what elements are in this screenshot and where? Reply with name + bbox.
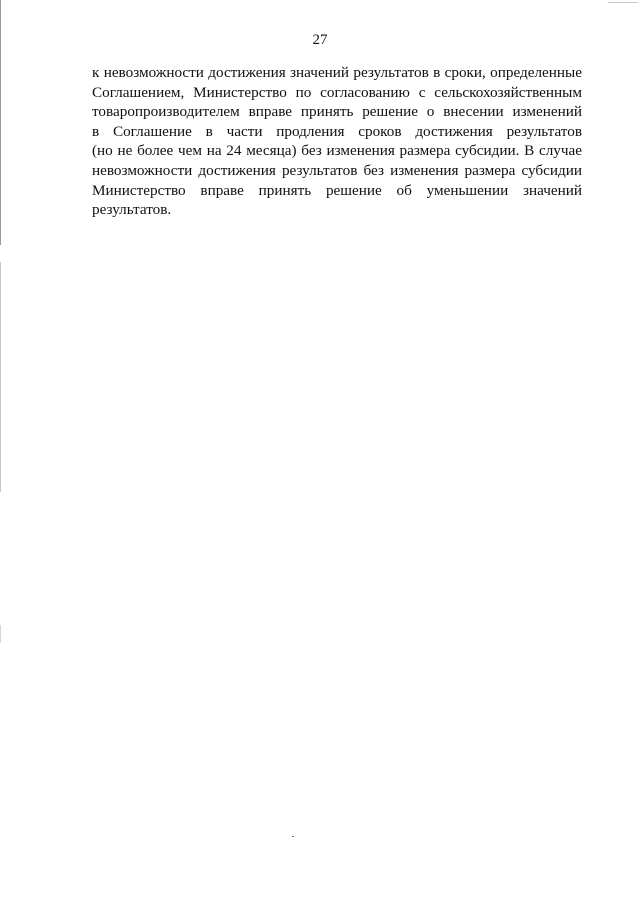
paragraph-line: результатов. [92, 201, 172, 219]
paragraph-line: к невозможности достижения значений результатов в сроки, определенные [92, 64, 582, 81]
paragraph-line: Министерство вправе принять решение об уменьшении значений [92, 181, 582, 199]
scan-edge-line [0, 262, 1, 492]
scan-edge-line [0, 625, 1, 643]
body-paragraph [92, 63, 582, 220]
paragraph-line: невозможности достижения результатов без изменения размера субсидии [92, 161, 582, 179]
scan-speck [292, 836, 294, 837]
paragraph-line: Соглашением, Министерство по согласованию с сельскохозяйственным [92, 83, 582, 101]
paragraph-line: в Соглашение в части продления сроков достижения результатов [92, 122, 582, 140]
paragraph-line: (но не более чем на 24 месяца) без изменения размера субсидии. В случае [92, 142, 582, 160]
paragraph-line: товаропроизводителем вправе принять решение о внесении изменений [92, 103, 582, 121]
scan-corner-mark [608, 2, 638, 3]
page-number: 27 [312, 32, 328, 48]
